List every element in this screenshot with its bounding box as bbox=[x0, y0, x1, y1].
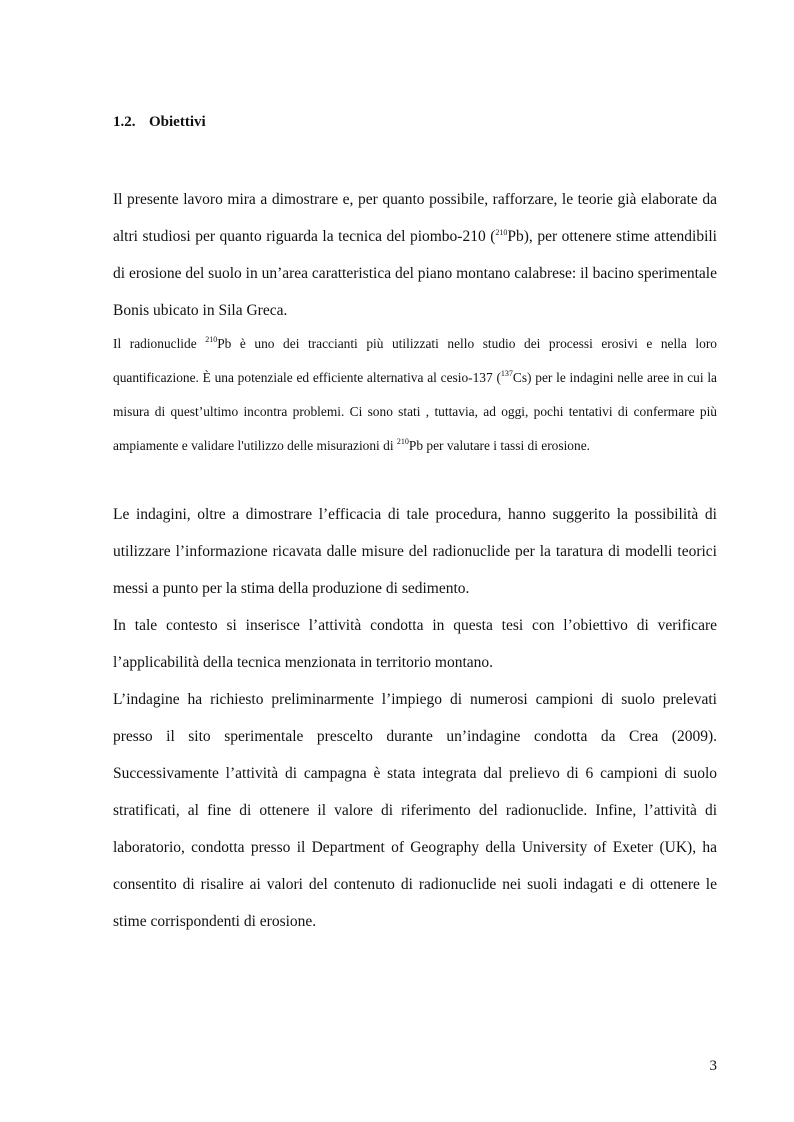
paragraph-3: Le indagini, oltre a dimostrare l’efficacia di tale procedura, hanno suggerito la possibilità di utilizzare l’informazione ricavata dalle misure del radionuclide per la taratura di modelli teorici messi a punto per la stima della produzione di sedimento. bbox=[113, 506, 717, 597]
superscript: 210 bbox=[205, 335, 218, 344]
section-number: 1.2. bbox=[113, 114, 136, 130]
paragraph-4: In tale contesto si inserisce l’attività condotta in questa tesi con l’obiettivo di verificare l’applicabilità della tecnica menzionata in territorio montano. bbox=[113, 617, 717, 671]
section-heading bbox=[113, 114, 206, 131]
superscript: 210 bbox=[396, 437, 409, 446]
section-title: Obiettivi bbox=[149, 114, 206, 130]
superscript: 137 bbox=[500, 369, 513, 378]
paragraph-5: L’indagine ha richiesto preliminarmente l’impiego di numerosi campioni di suolo prelevati presso il sito sperimentale prescelto durante un’indagine condotta da Crea (2009). Successivamente l’attività di campagna è stata integrata dal prelievo di 6 campioni di suolo stratificati, al fine di ottenere il valore di riferimento del radionuclide. Infine, l’attività di laboratorio, condotta presso il Department of Geography della University of Exeter (UK), ha consentito di risalire ai valori del contenuto di radionuclide nei suoli indagati e di ottenere le stime corrispondenti di erosione. bbox=[113, 691, 717, 930]
paragraph-1: Il presente lavoro mira a dimostrare e, per quanto possibile, rafforzare, le teorie già elaborate da altri studiosi per quanto riguarda la tecnica del piombo-210 ($^{210}$Pb), per ottenere stime attendibili di erosione del suolo in un’area caratteristica del piano montano calabrese: il bacino sperimentale Bonis ubicato in Sila Greca. bbox=[113, 191, 717, 319]
page-number: 3 bbox=[709, 1058, 717, 1074]
superscript: 210 bbox=[495, 228, 508, 237]
paragraph-2: Il radionuclide $^{210}$Pb è uno dei traccianti più utilizzati nello studio dei processi erosivi e nella loro quantificazione. È una potenziale ed efficiente alternativa al cesio-137 ($^{137}$Cs) per le indagini nelle aree in cui la misura di quest’ultimo incontra problemi. Ci sono stati , tuttavia, ad oggi, pochi tentativi di confermare più ampiamente e validare l'utilizzo delle misurazioni di $^{210}$Pb per valutare i tassi di erosione. bbox=[113, 335, 717, 453]
